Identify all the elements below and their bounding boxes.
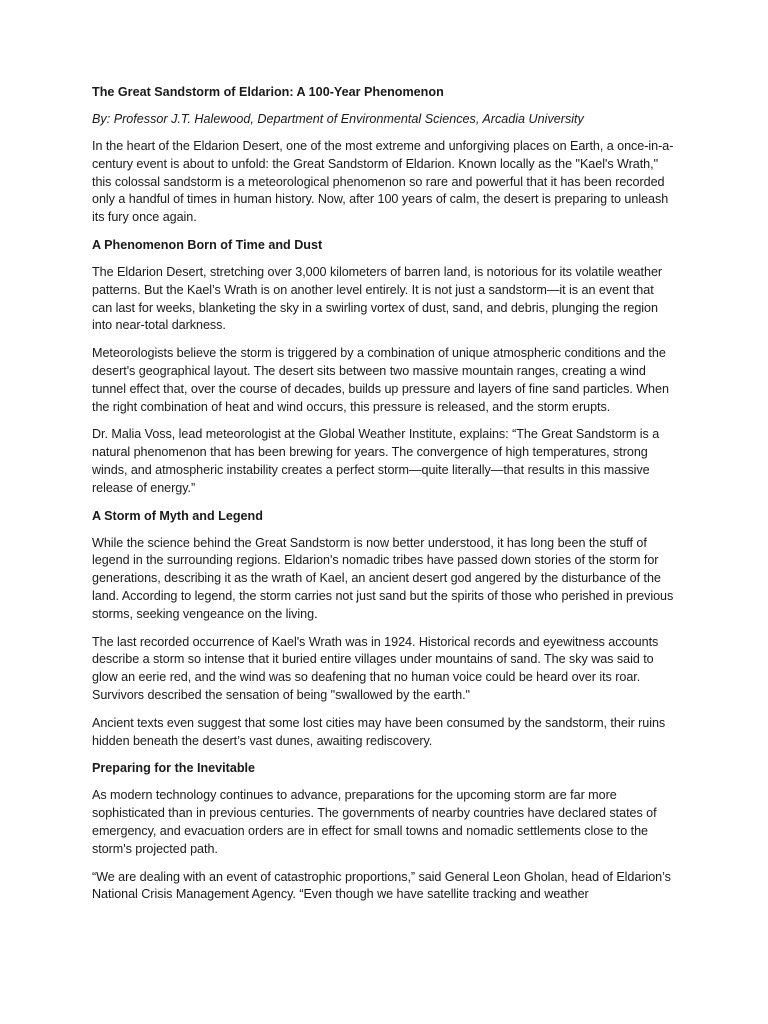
paragraph: The Eldarion Desert, stretching over 3,000 kilometers of barren land, is notorious for its volatile weather patterns. But the Kael’s Wrath is on another level entirely. It is not just a sandstorm—it is an event that can last for weeks, blanketing the sky in a swirling vortex of dust, sand, and debris, plunging the region into near-total darkness.: [92, 264, 663, 333]
section-heading-preparing: Preparing for the Inevitable: [92, 761, 256, 776]
quote-paragraph: “We are dealing with an event of catastrophic proportions,” said General Leon Gholan, head of Eldarion’s National Crisis Management Agency. “Even though we have satellite tracking and weather: [92, 869, 671, 902]
author-byline: By: Professor J.T. Halewood, Department of Environmental Sciences, Arcadia University: [92, 112, 584, 126]
section-heading-phenomenon: A Phenomenon Born of Time and Dust: [92, 237, 323, 252]
quote-paragraph: Dr. Malia Voss, lead meteorologist at the Global Weather Institute, explains: “The Great Sandstorm is a natural phenomenon that has been brewing for years. The convergence of high temperatures, strong winds, and atmospheric instability creates a perfect storm—quite literally—that results in this massive release of energy.”: [92, 427, 660, 495]
intro-paragraph: In the heart of the Eldarion Desert, one of the most extreme and unforgiving places on Earth, a once-in-a-century event is about to unfold: the Great Sandstorm of Eldarion. Known locally as the "Kael's Wrath," this colossal sandstorm is a meteorological phenomenon so rare and powerful that it has been recorded only a handful of times in human history. Now, after 100 years of calm, the desert is preparing to unleash its fury once again.: [92, 139, 674, 225]
paragraph: Ancient texts even suggest that some lost cities may have been consumed by the sandstorm, their ruins hidden beneath the desert’s vast dunes, awaiting rediscovery.: [92, 715, 666, 748]
paragraph: While the science behind the Great Sandstorm is now better understood, it has long been the stuff of legend in the surrounding regions. Eldarion's nomadic tribes have passed down stories of the storm for generations, describing it as the wrath of Kael, an ancient desert god angered by the disturbance of the land. According to legend, the storm carries not just sand but the spirits of those who perished in previous storms, seeking vengeance on the living.: [92, 535, 674, 621]
section-heading-myth: A Storm of Myth and Legend: [92, 508, 263, 523]
document-title: The Great Sandstorm of Eldarion: A 100-Year Phenomenon: [92, 85, 444, 99]
paragraph: As modern technology continues to advance, preparations for the upcoming storm are far more sophisticated than in previous centuries. The governments of nearby countries have declared states of emergency, and evacuation orders are in effect for small towns and nomadic settlements close to the storm's projected path.: [92, 788, 657, 856]
paragraph: Meteorologists believe the storm is triggered by a combination of unique atmospheric conditions and the desert's geographical layout. The desert sits between two massive mountain ranges, creating a wind tunnel effect that, over the course of decades, builds up pressure and layers of fine sand particles. When the right combination of heat and wind occurs, this pressure is released, and the storm erupts.: [92, 346, 669, 414]
paragraph: The last recorded occurrence of Kael's Wrath was in 1924. Historical records and eyewitness accounts describe a storm so intense that it buried entire villages under mountains of sand. The sky was said to glow an eerie red, and the wind was so deafening that no human voice could be heard over its roar. Survivors described the sensation of being "swallowed by the earth.": [92, 634, 659, 702]
